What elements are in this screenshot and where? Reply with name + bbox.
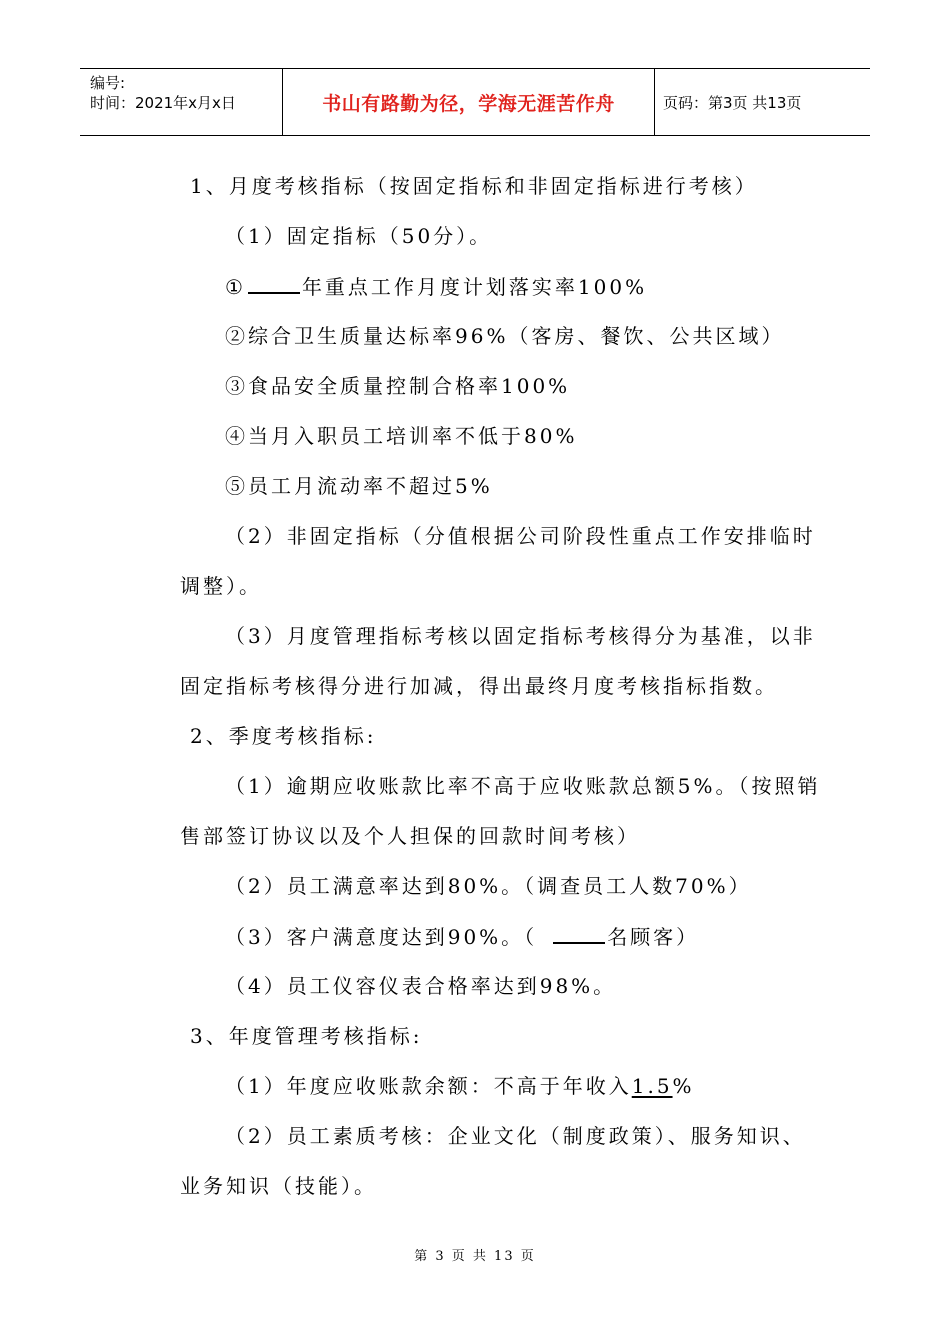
non-fixed-indicator-line-1: （2）非固定指标（分值根据公司阶段性重点工作安排临时 xyxy=(225,524,816,548)
fill-in-blank xyxy=(553,922,605,944)
annual-item-1 xyxy=(225,1072,695,1100)
monthly-assessment-line-2: 固定指标考核得分进行加减，得出最终月度考核指标指数。 xyxy=(180,674,778,698)
header-motto: 书山有路勤为径，学海无涯苦作舟 xyxy=(283,69,655,135)
page-footer: 第 3 页 共 13 页 xyxy=(414,1249,536,1264)
fixed-indicator-heading: （1）固定指标（50分）。 xyxy=(225,224,493,248)
fixed-item-4: ④当月入职员工培训率不低于80% xyxy=(225,424,578,448)
header-info-cell xyxy=(80,69,283,135)
quarterly-item-3-text: （3）客户满意度达到90%。（ xyxy=(225,925,538,949)
annual-item-1-unit: % xyxy=(672,1074,695,1098)
annual-item-2-line-2: 业务知识（技能）。 xyxy=(180,1174,377,1198)
quarterly-item-3 xyxy=(225,922,699,951)
fixed-item-1 xyxy=(225,272,647,301)
quarterly-item-1-line-1: （1）逾期应收账款比率不高于应收账款总额5%。（按照销 xyxy=(225,774,821,798)
monthly-assessment-line-1: （3）月度管理指标考核以固定指标考核得分为基准，以非 xyxy=(225,624,816,648)
document-number-label: 编号: xyxy=(90,74,126,92)
annual-item-2-line-1: （2）员工素质考核：企业文化（制度政策）、服务知识、 xyxy=(225,1124,806,1148)
annual-item-1-value: 1.5 xyxy=(631,1074,673,1098)
quarterly-item-1-line-2: 售部签订协议以及个人担保的回款时间考核） xyxy=(180,824,640,848)
non-fixed-indicator-line-2: 调整）。 xyxy=(180,574,262,598)
quarterly-item-3-suffix: 名顾客） xyxy=(607,925,700,949)
fixed-item-2: ②综合卫生质量达标率96%（客房、餐饮、公共区域） xyxy=(225,324,785,348)
fixed-item-5: ⑤员工月流动率不超过5% xyxy=(225,474,493,498)
fixed-item-3: ③食品安全质量控制合格率100% xyxy=(225,374,571,398)
item-1-text: 年重点工作月度计划落实率100% xyxy=(301,275,648,299)
page-header xyxy=(80,68,870,136)
quarterly-item-4: （4）员工仪容仪表合格率达到98%。 xyxy=(225,974,617,998)
document-date-label: 时间：2021年x月x日 xyxy=(90,94,236,112)
quarterly-item-2: （2）员工满意率达到80%。（调查员工人数70%） xyxy=(225,874,752,898)
section-monthly-heading: 1、月度考核指标（按固定指标和非固定指标进行考核） xyxy=(190,174,758,198)
annual-item-1-text: （1）年度应收账款余额：不高于年收入 xyxy=(225,1074,632,1098)
fill-in-blank xyxy=(248,272,300,294)
section-annual-heading: 3、年度管理考核指标: xyxy=(190,1024,423,1048)
header-page-number: 页码：第3页 共13页 xyxy=(663,93,802,112)
section-quarterly-heading: 2、季度考核指标: xyxy=(190,724,377,748)
item-1-marker: ① xyxy=(225,275,246,299)
